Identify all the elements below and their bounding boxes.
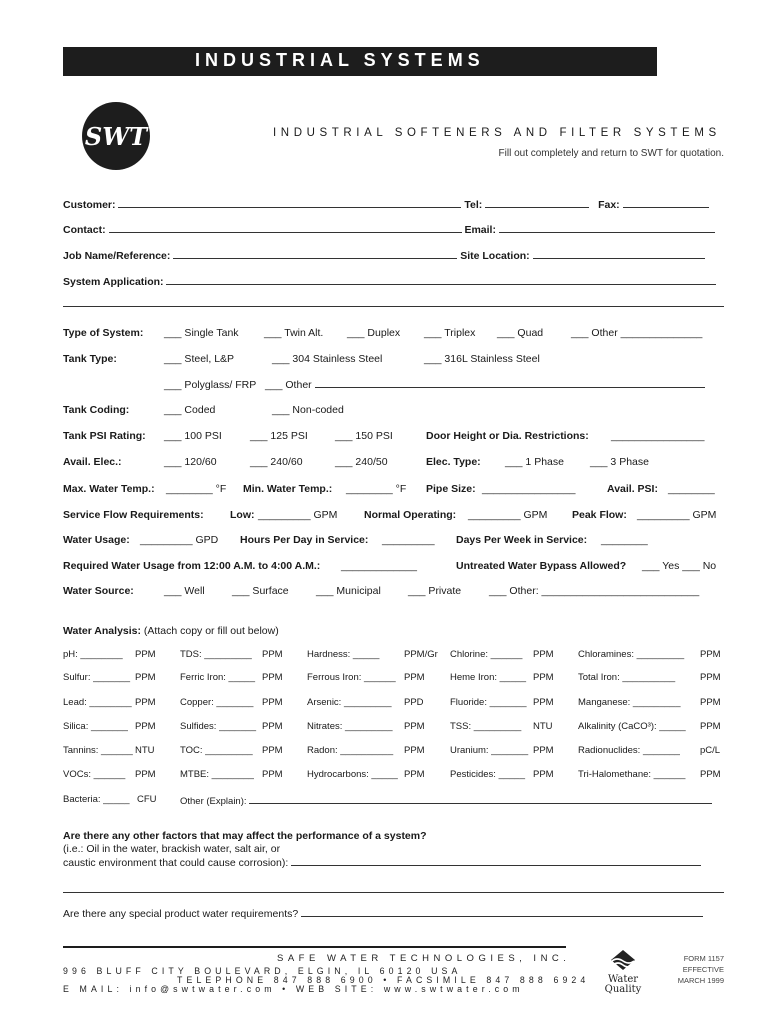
option-240-60[interactable]: ___ 240/60 xyxy=(250,456,303,468)
option-1-phase[interactable]: ___ 1 Phase xyxy=(505,456,564,468)
footer-address-row xyxy=(63,966,589,985)
analysis-field[interactable]: Hardness: _____ xyxy=(307,649,380,660)
analysis-field[interactable]: Chlorine: ______ xyxy=(450,649,523,660)
factors-question: Are there any other factors that may affect the performance of a system? xyxy=(63,830,427,842)
factors-hint-1: (i.e.: Oil in the water, brackish water, salt air, or xyxy=(63,843,281,855)
factors-hint-row xyxy=(63,856,701,869)
analysis-field[interactable]: TOC: _________ xyxy=(180,745,253,756)
analysis-field[interactable]: Sulfur: _______ xyxy=(63,672,131,683)
wq-text-2: Quality xyxy=(604,984,642,995)
special-requirements-field[interactable] xyxy=(301,907,703,917)
max-temp-label: Max. Water Temp.: xyxy=(63,483,155,495)
analysis-field[interactable]: Heme Iron: _____ xyxy=(450,672,527,683)
service-flow-label: Service Flow Requirements: xyxy=(63,509,204,521)
option-3-phase[interactable]: ___ 3 Phase xyxy=(590,456,649,468)
analysis-field[interactable]: Ferric Iron: _____ xyxy=(180,672,255,683)
analysis-unit: PPD xyxy=(404,697,424,708)
analysis-field[interactable]: MTBE: ________ xyxy=(180,769,254,780)
analysis-field[interactable]: pH: ________ xyxy=(63,649,123,660)
footer-web: E MAIL: info@swtwater.com • WEB SITE: www.swtwater.com xyxy=(63,984,524,994)
required-usage-label: Required Water Usage from 12:00 A.M. to 4:00 A.M.: xyxy=(63,560,321,572)
analysis-field[interactable]: VOCs: ______ xyxy=(63,769,126,780)
form-number: FORM 1157 xyxy=(683,954,724,963)
email-field[interactable] xyxy=(499,223,715,233)
low-flow-label: Low: xyxy=(230,509,255,521)
customer-field[interactable] xyxy=(118,198,461,208)
analysis-field[interactable]: Total Iron: __________ xyxy=(578,672,676,683)
analysis-field[interactable]: Copper: _______ xyxy=(180,697,254,708)
option-quad[interactable]: ___ Quad xyxy=(497,327,544,339)
analysis-unit: PPM xyxy=(262,721,283,732)
application-field[interactable] xyxy=(166,275,716,285)
analysis-field[interactable]: TSS: _________ xyxy=(450,721,522,732)
other-explain-row xyxy=(180,794,712,807)
analysis-unit: PPM xyxy=(404,672,425,683)
tank-coding-label: Tank Coding: xyxy=(63,404,130,416)
days-per-week-label: Days Per Week in Service: xyxy=(456,534,588,546)
option-twin-alt[interactable]: ___ Twin Alt. xyxy=(264,327,324,339)
pipe-size-label: Pipe Size: xyxy=(426,483,476,495)
swt-logo-icon xyxy=(80,100,152,172)
tank-other-field[interactable] xyxy=(315,378,705,388)
low-flow-field[interactable]: _________ GPM xyxy=(258,509,338,521)
tank-psi-label: Tank PSI Rating: xyxy=(63,430,146,442)
form-date: MARCH 1999 xyxy=(677,976,724,985)
customer-label: Customer: xyxy=(63,199,116,211)
bypass-options[interactable]: ___ Yes ___ No xyxy=(642,560,717,572)
avail-elec-label: Avail. Elec.: xyxy=(63,456,122,468)
analysis-field[interactable]: Pesticides: _____ xyxy=(450,769,525,780)
normal-flow-field[interactable]: _________ GPM xyxy=(468,509,548,521)
analysis-unit: PPM xyxy=(135,672,156,683)
analysis-unit: PPM xyxy=(533,672,554,683)
instructions: Fill out completely and return to SWT for quotation. xyxy=(498,148,724,159)
analysis-field[interactable]: Hydrocarbons: _____ xyxy=(307,769,398,780)
option-100-psi[interactable]: ___ 100 PSI xyxy=(164,430,222,442)
analysis-unit: PPM xyxy=(533,649,554,660)
analysis-field[interactable]: Lead: ________ xyxy=(63,697,132,708)
application-row xyxy=(63,275,716,288)
analysis-field[interactable]: Manganese: _________ xyxy=(578,697,681,708)
job-field[interactable] xyxy=(173,249,457,259)
min-temp-field[interactable]: ________ °F xyxy=(346,483,407,495)
fax-field[interactable] xyxy=(623,198,709,208)
other-explain-label: Other (Explain): xyxy=(180,796,247,807)
analysis-field[interactable]: Fluoride: _______ xyxy=(450,697,527,708)
option-316l-stainless[interactable]: ___ 316L Stainless Steel xyxy=(424,353,540,365)
normal-flow-label: Normal Operating: xyxy=(364,509,457,521)
option-240-50[interactable]: ___ 240/50 xyxy=(335,456,388,468)
option-tank-other[interactable]: ___ Other xyxy=(264,379,312,391)
footer-company: SAFE WATER TECHNOLOGIES, INC. xyxy=(277,953,571,964)
contact-field[interactable] xyxy=(109,223,462,233)
analysis-field[interactable]: Uranium: _______ xyxy=(450,745,529,756)
special-requirements-label: Are there any special product water requirements? xyxy=(63,908,299,920)
analysis-unit: PPM xyxy=(262,769,283,780)
option-well[interactable]: ___ Well xyxy=(164,585,205,597)
analysis-field[interactable]: Radionuclides: _______ xyxy=(578,745,680,756)
analysis-field[interactable]: Sulfides: _______ xyxy=(180,721,257,732)
option-polyglass[interactable]: ___ Polyglass/ FRP xyxy=(164,379,257,391)
job-row xyxy=(63,249,705,262)
factors-field[interactable] xyxy=(291,856,701,866)
analysis-field[interactable]: TDS: _________ xyxy=(180,649,252,660)
site-label: Site Location: xyxy=(460,250,530,262)
system-type-label: Type of System: xyxy=(63,327,144,339)
analysis-unit: PPM xyxy=(533,745,554,756)
analysis-field[interactable]: Ferrous Iron: ______ xyxy=(307,672,396,683)
analysis-unit: PPM xyxy=(262,745,283,756)
form-effective: EFFECTIVE xyxy=(682,965,724,974)
option-source-other[interactable]: ___ Other: ___________________________ xyxy=(489,585,700,597)
other-explain-field[interactable] xyxy=(249,794,712,804)
analysis-unit: NTU xyxy=(533,721,553,732)
required-usage-field[interactable]: _____________ xyxy=(341,560,417,572)
option-304-stainless[interactable]: ___ 304 Stainless Steel xyxy=(272,353,383,365)
analysis-field[interactable]: Chloramines: _________ xyxy=(578,649,685,660)
water-quality-logo-icon xyxy=(598,946,648,996)
wq-text-1: Water xyxy=(607,974,639,985)
hours-per-day-field[interactable]: _________ xyxy=(382,534,435,546)
analysis-unit: PPM xyxy=(135,769,156,780)
option-120-60[interactable]: ___ 120/60 xyxy=(164,456,217,468)
factors-field-line2[interactable] xyxy=(63,892,724,893)
option-150-psi[interactable]: ___ 150 PSI xyxy=(335,430,393,442)
option-non-coded[interactable]: ___ Non-coded xyxy=(272,404,344,416)
job-label: Job Name/Reference: xyxy=(63,250,171,262)
tel-label: Tel: xyxy=(464,199,483,211)
tel-field[interactable] xyxy=(485,198,589,208)
fax-label: Fax: xyxy=(598,199,620,211)
analysis-unit: PPM xyxy=(533,697,554,708)
application-field-line2[interactable] xyxy=(63,306,724,307)
customer-row xyxy=(63,198,709,211)
analysis-unit: NTU xyxy=(135,745,155,756)
analysis-unit: PPM xyxy=(533,769,554,780)
logo-text: SWT xyxy=(84,122,148,151)
analysis-field[interactable]: Tannins: ______ xyxy=(63,745,133,756)
analysis-unit: PPM xyxy=(700,649,721,660)
analysis-field[interactable]: Radon: __________ xyxy=(307,745,394,756)
page-subtitle: INDUSTRIAL SOFTENERS AND FILTER SYSTEMS xyxy=(273,127,721,139)
pipe-size-field[interactable]: ________________ xyxy=(482,483,576,495)
bypass-label: Untreated Water Bypass Allowed? xyxy=(456,560,627,572)
analysis-unit: PPM xyxy=(404,745,425,756)
elec-type-label: Elec. Type: xyxy=(426,456,481,468)
days-per-week-field[interactable]: ________ xyxy=(601,534,648,546)
analysis-unit: PPM xyxy=(262,672,283,683)
analysis-field[interactable]: Alkalinity (CaCO³): _____ xyxy=(578,721,686,732)
footer-rule xyxy=(63,946,566,948)
analysis-unit: PPM xyxy=(135,721,156,732)
analysis-field[interactable]: Arsenic: _________ xyxy=(307,697,392,708)
contact-row xyxy=(63,223,715,236)
max-temp-field[interactable]: ________ °F xyxy=(166,483,227,495)
bacteria-field[interactable]: Bacteria: _____ xyxy=(63,794,130,805)
analysis-unit: PPM xyxy=(262,697,283,708)
email-label: Email: xyxy=(464,224,496,236)
form-info xyxy=(662,953,724,986)
option-triplex[interactable]: ___ Triplex xyxy=(424,327,476,339)
door-restriction-label: Door Height or Dia. Restrictions: xyxy=(426,430,589,442)
application-label: System Application: xyxy=(63,276,164,288)
analysis-unit: PPM xyxy=(135,649,156,660)
avail-psi-label: Avail. PSI: xyxy=(607,483,658,495)
analysis-unit: PPM xyxy=(135,697,156,708)
water-analysis-note: (Attach copy or fill out below) xyxy=(143,625,279,637)
footer-address: 996 BLUFF CITY BOULEVARD, ELGIN, IL 60120 USA xyxy=(63,966,462,976)
factors-hint-2: caustic environment that could cause corrosion): xyxy=(63,857,289,869)
analysis-unit: PPM xyxy=(700,769,721,780)
water-source-label: Water Source: xyxy=(63,585,134,597)
option-private[interactable]: ___ Private xyxy=(408,585,462,597)
option-steel[interactable]: ___ Steel, L&P xyxy=(164,353,235,365)
water-usage-label: Water Usage: xyxy=(63,534,130,546)
tank-type-label: Tank Type: xyxy=(63,353,117,365)
analysis-unit: PPM/Gr xyxy=(404,649,438,660)
analysis-field[interactable]: Tri-Halomethane: ______ xyxy=(578,769,686,780)
analysis-unit: PPM xyxy=(404,721,425,732)
option-surface[interactable]: ___ Surface xyxy=(232,585,289,597)
option-125-psi[interactable]: ___ 125 PSI xyxy=(250,430,308,442)
avail-psi-field[interactable]: ________ xyxy=(668,483,715,495)
water-usage-field[interactable]: _________ GPD xyxy=(140,534,219,546)
option-municipal[interactable]: ___ Municipal xyxy=(316,585,381,597)
option-single-tank[interactable]: ___ Single Tank xyxy=(164,327,239,339)
special-row xyxy=(63,907,703,920)
analysis-unit: PPM xyxy=(700,721,721,732)
water-analysis-heading xyxy=(63,625,279,637)
analysis-field[interactable]: Silica: _______ xyxy=(63,721,128,732)
water-analysis-title: Water Analysis: xyxy=(63,625,141,637)
bacteria-unit: CFU xyxy=(137,794,157,805)
site-field[interactable] xyxy=(533,249,705,259)
peak-flow-field[interactable]: _________ GPM xyxy=(637,509,717,521)
analysis-unit: PPM xyxy=(404,769,425,780)
footer-phone: TELEPHONE 847 888 6900 • FACSIMILE 847 888 6924 xyxy=(177,975,590,985)
peak-flow-label: Peak Flow: xyxy=(572,509,627,521)
door-restriction-field[interactable]: ________________ xyxy=(611,430,705,442)
analysis-field[interactable]: Nitrates: _________ xyxy=(307,721,393,732)
min-temp-label: Min. Water Temp.: xyxy=(243,483,333,495)
option-duplex[interactable]: ___ Duplex xyxy=(347,327,401,339)
banner-title: INDUSTRIAL SYSTEMS xyxy=(195,50,485,70)
tank-other-row xyxy=(164,378,705,391)
contact-label: Contact: xyxy=(63,224,106,236)
analysis-unit: pC/L xyxy=(700,745,721,756)
analysis-unit: PPM xyxy=(700,697,721,708)
hours-per-day-label: Hours Per Day in Service: xyxy=(240,534,369,546)
option-coded[interactable]: ___ Coded xyxy=(164,404,216,416)
option-system-other[interactable]: ___ Other ______________ xyxy=(571,327,703,339)
analysis-unit: PPM xyxy=(262,649,283,660)
analysis-unit: PPM xyxy=(700,672,721,683)
